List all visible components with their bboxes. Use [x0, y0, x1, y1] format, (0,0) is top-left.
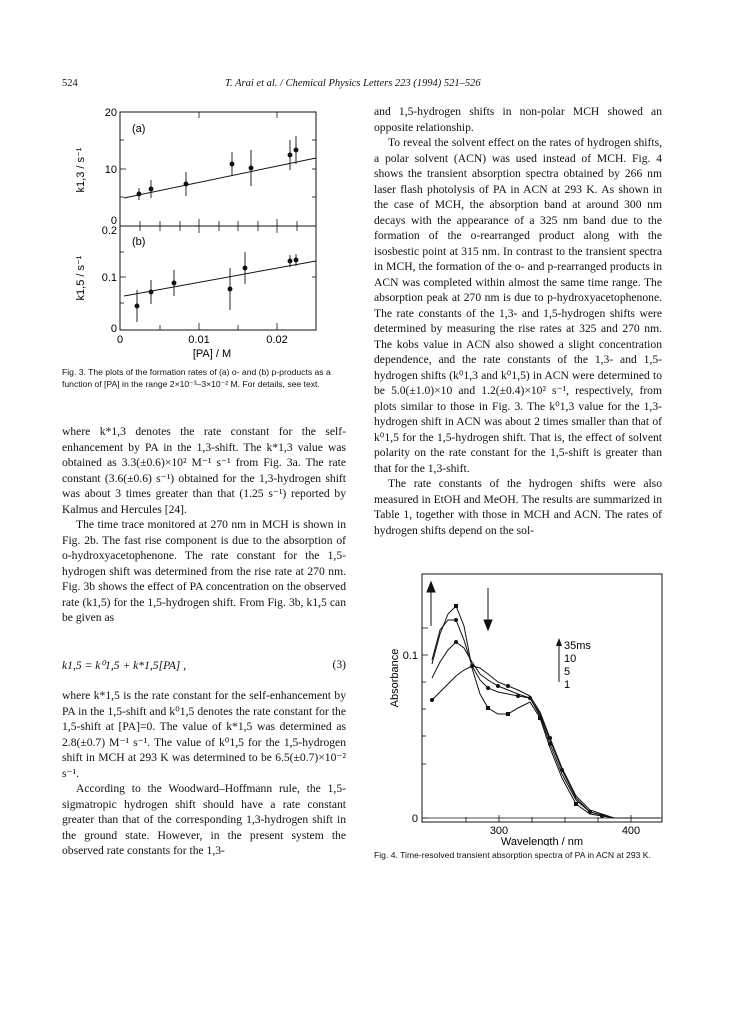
left-column-after — [62, 688, 346, 859]
right-paragraph-3: The rate constants of the hydrogen shifts were also measured in EtOH and MeOH. The results are summarized in Table 1, together with those in MCH and ACN. The rates of hydrogen shifts depend on the sol- — [374, 477, 662, 537]
left-column — [62, 424, 346, 626]
fig4-ytick-0.1: 0.1 — [402, 650, 418, 662]
fig3-ytick-0b: 0 — [110, 323, 117, 335]
fig4-spectra — [432, 606, 660, 818]
fig3-ytick-0.1: 0.1 — [101, 272, 117, 284]
left-paragraph-3: where k*1,5 is the rate constant for the self-enhancement by PA in the 1,5-shift and k⁰1,5 denotes the rate constant for the 1,5-shift at [PA]=0. The value of k*1,5 was determined as 2.8(±0.7) M⁻¹ s⁻¹. The value of k⁰1,5 for the 1,5-hydrogen shift in MCH at 293 K was determined to be 6.5(±0.7)×10⁻² s⁻¹. — [62, 689, 346, 780]
fig3-ytick-10: 10 — [104, 164, 117, 176]
fig3-xtick-0: 0 — [116, 334, 124, 346]
fig3-y-ticks — [120, 112, 316, 303]
fig3-ylabel-b: k1,5 / s⁻¹ — [75, 255, 87, 301]
fig4-xtick-300: 300 — [489, 825, 509, 837]
right-column — [374, 104, 662, 538]
fig3-ytick-0a: 0 — [110, 215, 117, 227]
right-paragraph-2: To reveal the solvent effect on the rates of hydrogen shifts, a polar solvent (ACN) was used instead of MCH. Fig. 4 shows the transient absorption spectra obtained by 266 nm laser flash photolysis of PA in ACN at 293 K. As shown in the case of MCH, the absorption band at around 300 nm decays with the appearance of a 325 nm band due to the formation of the o-rearranged product along with the isosbestic point at 315 nm. In contrast to the transient spectra in MCH, the formation of the o- and p-rearranged products in ACN was completed within almost the same time range. The absorption peak at 270 nm is due to p-hydroxyacetophenone. The rate constants of the 1,3- and 1,5-hydrogen shifts were determined by measuring the rise rates at 325 and 270 nm. The kobs value in ACN also showed a slight concentration dependence, and the rate constants of the 1,3- and 1,5-hydrogen shifts (k⁰1,3 and k⁰1,5) in ACN were determined to be 5.0(±1.0)×10 and 1.2(±0.4)×10² s⁻¹, respectively, from plots similar to those in Fig. 3. The k⁰1,3 value for the 1,3-hydrogen shift in ACN was about 2 times smaller than that of k⁰1,5 for the 1,5-hydrogen shift. That is, the effect of solvent polarity on the rate constant for the 1,5-shift is greater than that for the 1,3-shift. — [374, 136, 662, 475]
fig3-xlabel: [PA] / M — [192, 348, 232, 360]
fig4-ticks — [422, 628, 631, 822]
figure-3 — [62, 100, 342, 362]
left-paragraph-1: where k*1,3 denotes the rate constant for the self-enhancement by PA in the 1,3-shift. The k*1,3 value was obtained as 3.3(±0.6)×10² M⁻¹ s⁻¹ from Fig. 3a. The rate constant (3.6(±0.6) s⁻¹) obtained for the 1,3-hydrogen shift was about 3 times greater than that (1.25 s⁻¹) reported by Kalmus and Hercules [24]. — [62, 425, 346, 516]
left-paragraph-2: The time trace monitored at 270 nm in MCH is shown in Fig. 2b. The fast rise component is due to the absorption of o-hydroxyacetophenone. The rate constant for the 1,5-hydrogen shift was determined from the rise rate at 270 nm. Fig. 3b shows the effect of PA concentration on the observed rate (k1,5) for the 1,5-hydrogen shift. From Fig. 3b, k1,5 can be given as — [62, 518, 346, 624]
fig4-xlabel: Wavelength / nm — [500, 836, 584, 846]
fig3-panel-a-label: (a) — [132, 123, 146, 135]
fig4-legend-1: 1 — [564, 679, 571, 691]
fig3-xtick-0.01: 0.01 — [188, 334, 210, 346]
fig4-markers — [430, 604, 604, 818]
fig4-ylabel: Absorbance — [389, 648, 401, 708]
equation-number: (3) — [332, 658, 346, 671]
fig3-ytick-20: 20 — [104, 107, 117, 119]
page-number: 524 — [62, 78, 78, 89]
fig3-xtick-0.02: 0.02 — [266, 334, 288, 346]
fig3-x-ticks — [140, 112, 297, 330]
equation-text: k1,5 = k⁰1,5 + k*1,5[PA] , — [62, 659, 187, 672]
fig4-arrows — [427, 582, 492, 630]
fig3-ytick-0.2: 0.2 — [101, 225, 117, 237]
fig4-legend-5: 5 — [564, 666, 571, 678]
fig3-ylabel-a: k1,3 / s⁻¹ — [75, 147, 87, 193]
fig3-points-b — [135, 252, 298, 322]
fig3-caption: Fig. 3. The plots of the formation rates of (a) o- and (b) p-products as a function of [PA] in the range 2×10⁻³–3×10⁻² M. For details, see text. — [62, 367, 331, 389]
fig4-legend-35ms: 35ms — [564, 640, 591, 652]
running-title: T. Arai et al. / Chemical Physics Letters 223 (1994) 521–526 — [225, 78, 481, 89]
fig3-panel-b-label: (b) — [132, 236, 146, 248]
fig4-caption: Fig. 4. Time-resolved transient absorption spectra of PA in ACN at 293 K. — [374, 850, 651, 860]
fig3-panel-a-frame — [120, 112, 316, 226]
figure-4 — [374, 568, 674, 846]
fig3-fit-line-a — [124, 158, 316, 198]
fig4-xtick-400: 400 — [621, 825, 641, 837]
fig4-ytick-0: 0 — [411, 813, 418, 825]
equation-3 — [62, 658, 346, 672]
right-paragraph-1: and 1,5-hydrogen shifts in non-polar MCH showed an opposite relationship. — [374, 105, 662, 134]
left-paragraph-4: According to the Woodward–Hoffmann rule, the 1,5-sigmatropic hydrogen shift should have a rate constant greater than that of the corresponding 1,3-hydrogen shift in the ground state. However, in the present system the observed rate constants for the 1,3- — [62, 782, 346, 857]
fig3-panel-b-frame — [120, 226, 316, 330]
fig4-legend-10: 10 — [564, 653, 577, 665]
